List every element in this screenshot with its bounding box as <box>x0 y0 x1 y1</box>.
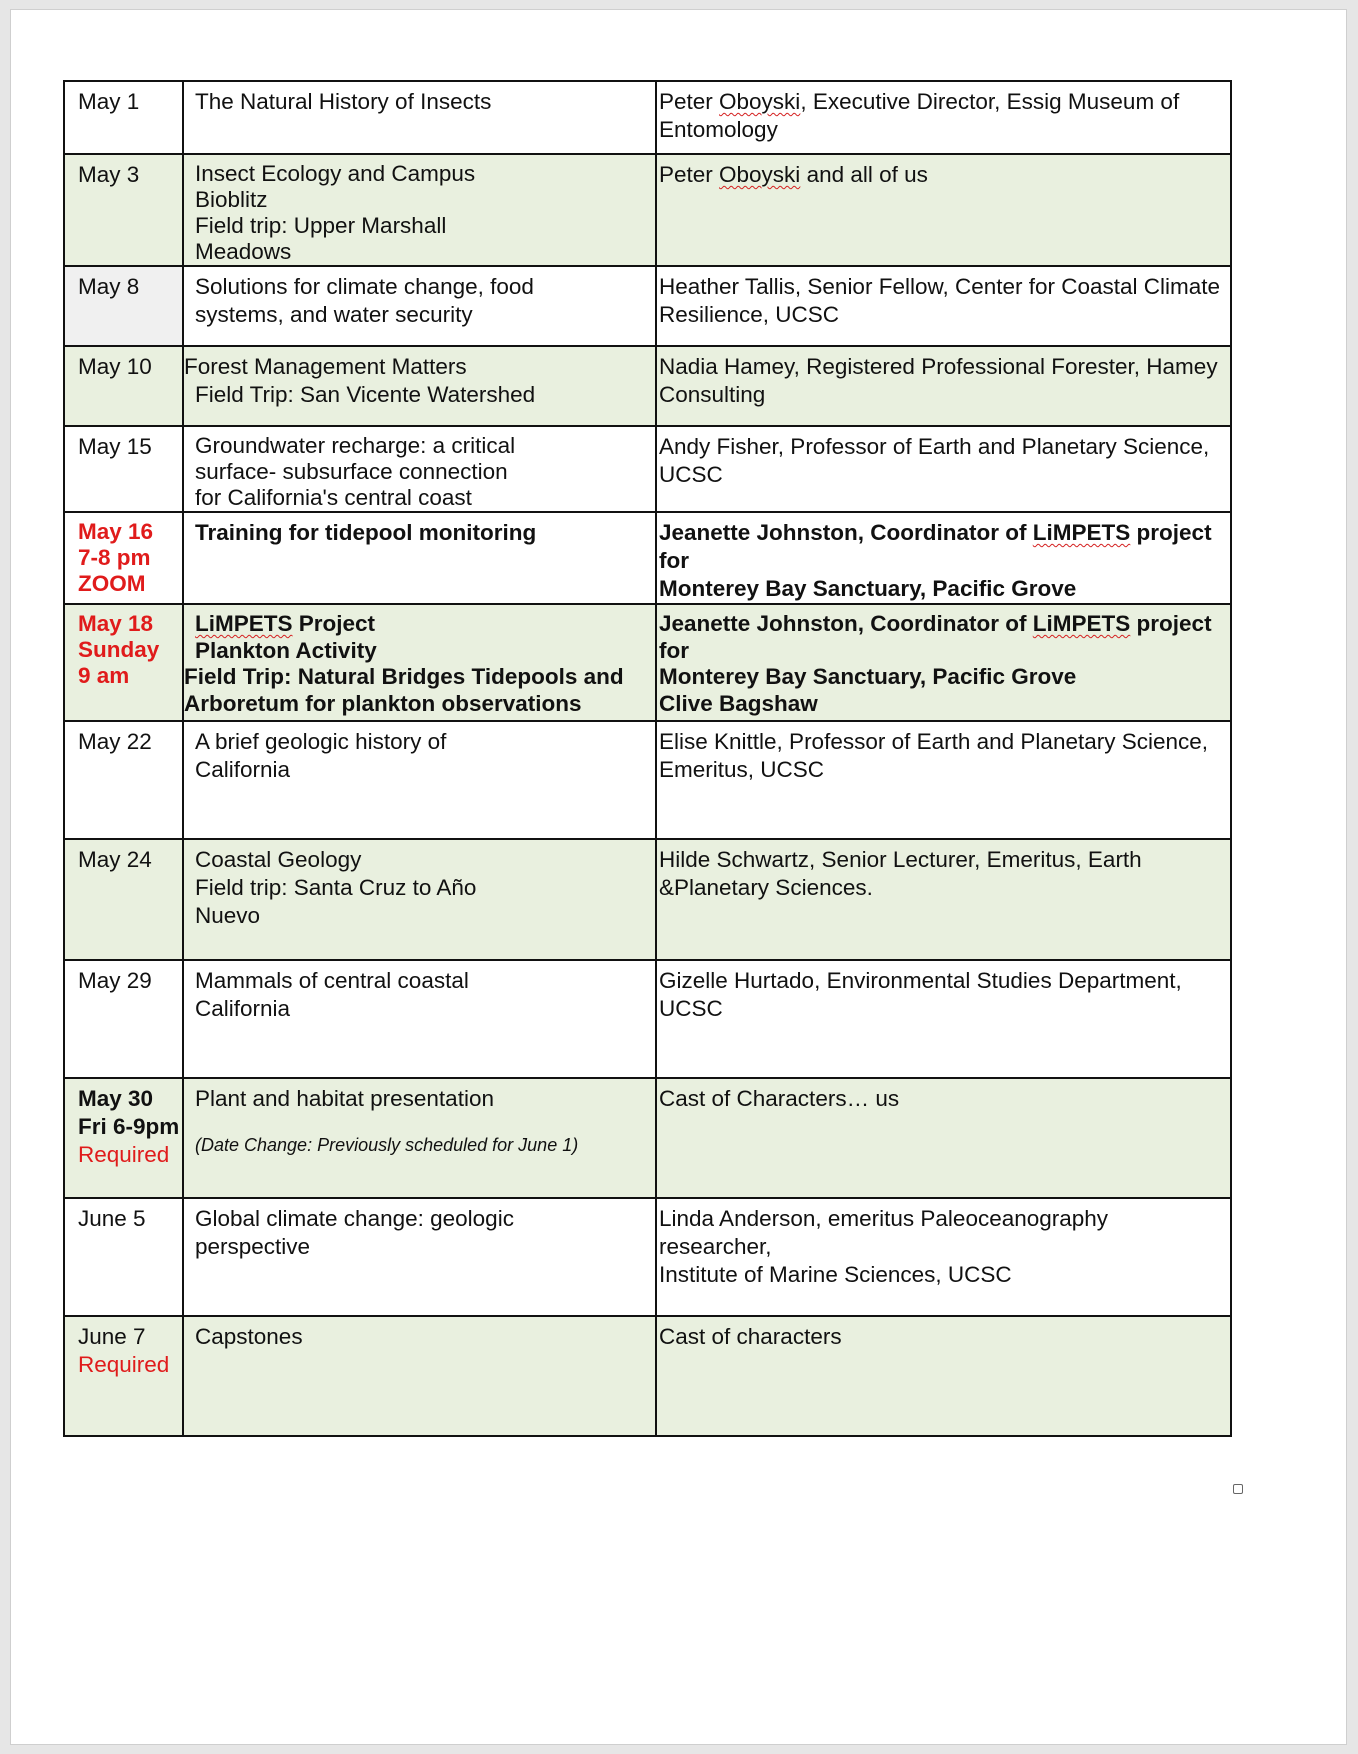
date-cell[interactable] <box>64 1316 183 1436</box>
time-text: 9 am <box>78 663 130 688</box>
table-row <box>64 346 1231 426</box>
topic-text: Capstones <box>195 1324 303 1349</box>
topic-text: Solutions for climate change, food <box>195 274 534 299</box>
table-row <box>64 604 1231 721</box>
topic-text: Groundwater recharge: a critical <box>195 433 516 458</box>
topic-text: Forest Management Matters <box>184 354 467 379</box>
topic-text: Plankton Activity <box>195 637 377 663</box>
date-cell[interactable] <box>64 512 183 604</box>
document-page <box>10 9 1347 1745</box>
date-text: May 30 <box>78 1086 154 1111</box>
table-row <box>64 1316 1231 1436</box>
speaker-text: Nadia Hamey, Registered Professional Forester, Hamey <box>659 354 1218 379</box>
spelling-flagged-word[interactable]: LiMPETS <box>1032 611 1131 636</box>
speaker-text: Andy Fisher, Professor of Earth and Planetary Science, <box>659 434 1210 459</box>
topic-text: Field trip: Upper Marshall <box>195 213 447 238</box>
table-row <box>64 960 1231 1078</box>
date-cell[interactable] <box>64 266 183 346</box>
speaker-text: Monterey Bay Sanctuary, Pacific Grove <box>659 664 1077 689</box>
speaker-text: Hilde Schwartz, Senior Lecturer, Emeritus, Earth <box>659 847 1142 872</box>
topic-cell[interactable] <box>183 81 656 154</box>
date-cell[interactable] <box>64 839 183 960</box>
speaker-text: and all of us <box>800 162 928 187</box>
date-text: May 10 <box>78 354 152 379</box>
topic-text: Insect Ecology and Campus <box>195 161 476 186</box>
topic-text: Bioblitz <box>195 187 268 212</box>
topic-text: Mammals of central coastal <box>195 968 469 993</box>
topic-cell[interactable] <box>183 346 656 426</box>
table-row <box>64 839 1231 960</box>
topic-text: Field Trip: San Vicente Watershed <box>195 382 536 407</box>
speaker-cell[interactable] <box>656 154 1231 266</box>
date-text: May 29 <box>78 968 152 993</box>
date-text: May 22 <box>78 729 152 754</box>
date-text: May 1 <box>78 89 140 114</box>
topic-text: A brief geologic history of <box>195 729 447 754</box>
speaker-text: Monterey Bay Sanctuary, Pacific Grove <box>659 576 1077 601</box>
table-row <box>64 512 1231 604</box>
speaker-text: Peter <box>659 162 720 187</box>
date-cell[interactable] <box>64 426 183 512</box>
topic-cell[interactable] <box>183 1078 656 1198</box>
topic-cell[interactable] <box>183 839 656 960</box>
topic-cell[interactable] <box>183 960 656 1078</box>
topic-text: Meadows <box>195 239 292 264</box>
date-cell[interactable] <box>64 81 183 154</box>
speaker-text: Resilience, UCSC <box>659 302 840 327</box>
topic-cell[interactable] <box>183 512 656 604</box>
topic-text: Coastal Geology <box>195 847 362 872</box>
speaker-text: Peter <box>659 89 720 114</box>
date-text: May 8 <box>78 274 140 299</box>
topic-cell[interactable] <box>183 1316 656 1436</box>
speaker-cell[interactable] <box>656 839 1231 960</box>
speaker-cell[interactable] <box>656 721 1231 839</box>
date-cell[interactable] <box>64 346 183 426</box>
speaker-text: project for <box>659 520 1212 573</box>
topic-text: systems, and water security <box>195 302 473 327</box>
topic-text: perspective <box>195 1234 311 1259</box>
topic-text: Plant and habitat presentation <box>195 1086 494 1111</box>
date-cell[interactable] <box>64 1198 183 1316</box>
speaker-cell[interactable] <box>656 81 1231 154</box>
topic-cell[interactable] <box>183 1198 656 1316</box>
speaker-cell[interactable] <box>656 1316 1231 1436</box>
speaker-text: &Planetary Sciences. <box>659 875 873 900</box>
topic-text: Field trip: Santa Cruz to Año <box>195 875 477 900</box>
date-text: May 24 <box>78 847 152 872</box>
date-text: May 3 <box>78 162 140 187</box>
speaker-text: Gizelle Hurtado, Environmental Studies Department, <box>659 968 1182 993</box>
time-text: Fri 6-9pm <box>78 1114 180 1139</box>
topic-text: Global climate change: geologic <box>195 1206 514 1231</box>
table-row <box>64 426 1231 512</box>
time-text: 7-8 pm <box>78 545 151 570</box>
date-cell[interactable] <box>64 154 183 266</box>
speaker-cell[interactable] <box>656 346 1231 426</box>
topic-cell[interactable] <box>183 604 656 721</box>
date-cell[interactable] <box>64 1078 183 1198</box>
date-cell[interactable] <box>64 960 183 1078</box>
topic-text: California <box>195 757 291 782</box>
date-text: June 5 <box>78 1206 146 1231</box>
topic-text: California <box>195 996 291 1021</box>
speaker-cell[interactable] <box>656 960 1231 1078</box>
speaker-cell[interactable] <box>656 604 1231 721</box>
topic-cell[interactable] <box>183 154 656 266</box>
table-resize-handle[interactable] <box>1233 1484 1243 1494</box>
speaker-text: Cast of Characters… us <box>659 1086 900 1111</box>
date-text: June 7 <box>78 1324 146 1349</box>
date-text: May 18 <box>78 611 154 636</box>
speaker-text: Jeanette Johnston, Coordinator of <box>659 611 1033 636</box>
topic-text: The Natural History of Insects <box>195 89 492 114</box>
date-cell[interactable] <box>64 721 183 839</box>
date-text: May 15 <box>78 434 152 459</box>
date-text: May 16 <box>78 519 154 544</box>
speaker-cell[interactable] <box>656 426 1231 512</box>
speaker-text: UCSC <box>659 996 723 1021</box>
speaker-text: project for <box>659 611 1212 663</box>
table-row <box>64 721 1231 839</box>
topic-cell[interactable] <box>183 266 656 346</box>
required-label: Required <box>78 1142 170 1167</box>
topic-text: Field Trip: Natural Bridges Tidepools and <box>184 664 624 689</box>
topic-text: Training for tidepool monitoring <box>195 520 537 545</box>
day-text: Sunday <box>78 637 160 662</box>
schedule-table <box>63 80 1232 1437</box>
date-cell[interactable] <box>64 604 183 721</box>
topic-cell[interactable] <box>183 426 656 512</box>
table-row <box>64 1078 1231 1198</box>
location-text: ZOOM <box>78 571 146 596</box>
topic-text: surface- subsurface connection <box>195 459 508 484</box>
speaker-text: Heather Tallis, Senior Fellow, Center for Coastal Climate <box>659 274 1221 299</box>
topic-text: for California's central coast <box>195 485 472 510</box>
speaker-text: UCSC <box>659 462 723 487</box>
table-row <box>64 154 1231 266</box>
speaker-text: , Executive Director, Essig Museum of Entomology <box>659 89 1180 142</box>
topic-text: Nuevo <box>195 903 261 928</box>
date-change-note: (Date Change: Previously scheduled for June 1) <box>195 1135 579 1155</box>
spelling-flagged-word[interactable]: LiMPETS <box>1032 520 1131 545</box>
topic-cell[interactable] <box>183 721 656 839</box>
speaker-text: Emeritus, UCSC <box>659 757 825 782</box>
speaker-text: Linda Anderson, emeritus Paleoceanography researcher, <box>659 1206 1109 1259</box>
speaker-text: Consulting <box>659 382 766 407</box>
topic-text: Project <box>292 611 376 636</box>
speaker-cell[interactable] <box>656 1078 1231 1198</box>
spelling-flagged-word[interactable]: Oboyski <box>719 89 801 114</box>
speaker-text: Clive Bagshaw <box>659 690 818 716</box>
table-row <box>64 266 1231 346</box>
table-row <box>64 81 1231 154</box>
speaker-text: Cast of characters <box>659 1324 842 1349</box>
speaker-cell[interactable] <box>656 512 1231 604</box>
speaker-text: Elise Knittle, Professor of Earth and Planetary Science, <box>659 729 1209 754</box>
topic-text: Arboretum for plankton observations <box>184 690 582 716</box>
spelling-flagged-word[interactable]: LiMPETS <box>195 611 293 636</box>
speaker-cell[interactable] <box>656 1198 1231 1316</box>
speaker-text: Institute of Marine Sciences, UCSC <box>659 1262 1012 1287</box>
table-row <box>64 1198 1231 1316</box>
required-label: Required <box>78 1352 170 1377</box>
speaker-cell[interactable] <box>656 266 1231 346</box>
speaker-text: Jeanette Johnston, Coordinator of <box>659 520 1033 545</box>
spelling-flagged-word[interactable]: Oboyski <box>719 162 801 187</box>
